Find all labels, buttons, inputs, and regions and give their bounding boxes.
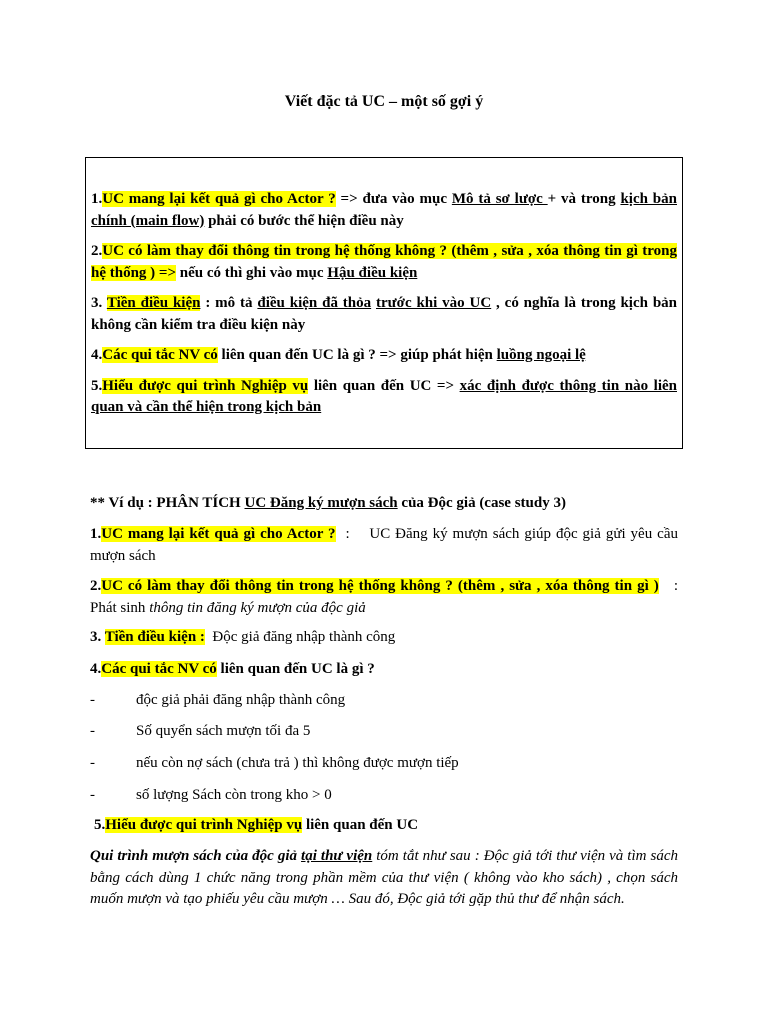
guideline-box bbox=[85, 157, 683, 449]
highlight: Tiền điều kiện bbox=[106, 295, 201, 311]
bullet-dash: - bbox=[90, 723, 95, 739]
example-heading: ** Ví dụ : PHÂN TÍCH UC Đăng ký mượn sách của Độc giả (case study 3) bbox=[90, 495, 566, 511]
example-item-3: 3. Tiền điều kiện : Độc giả đăng nhập thành công bbox=[90, 629, 396, 645]
page-title: Viết đặc tả UC – một số gợi ý bbox=[284, 93, 484, 110]
rule-item: độc giả phải đăng nhập thành công bbox=[136, 692, 346, 708]
bullet-dash: - bbox=[90, 755, 95, 771]
process-description: Qui trình mượn sách của độc giả tại thư viện tóm tắt như sau : Độc giả tới thư viện và tìm sách bằng cách dùng 1 chức năng trong phần mềm của thư viện ( không vào kho sách) , chọn sách muốn mượn và tạo phiếu yêu cầu mượn … Sau đó, Độc giả tới gặp thủ thư để nhận sách. bbox=[90, 848, 678, 907]
guideline-5: 5.Hiểu được qui trình Nghiệp vụ liên quan đến UC => xác định được thông tin nào liên quan và cần thể hiện trong kịch bản bbox=[91, 377, 677, 415]
highlight: UC mang lại kết quả gì cho Actor ? bbox=[102, 191, 336, 207]
guideline-4: 4.Các qui tắc NV có liên quan đến UC là gì ? => giúp phát hiện luồng ngoại lệ bbox=[91, 347, 586, 363]
highlight: Tiền điều kiện : bbox=[104, 629, 205, 645]
example-item-4: 4.Các qui tắc NV có liên quan đến UC là gì ? bbox=[90, 661, 375, 677]
bullet-dash: - bbox=[90, 692, 95, 708]
highlight: UC có làm thay đổi thông tin trong hệ thống không ? (thêm , sửa , xóa thông tin gì trong hệ thống ) => bbox=[91, 243, 677, 281]
highlight: Hiểu được qui trình Nghiệp vụ bbox=[105, 817, 303, 833]
example-item-1: 1.UC mang lại kết quả gì cho Actor ? : UC Đăng ký mượn sách giúp độc giả gửi yêu cầu mượn sách bbox=[90, 526, 682, 564]
example-item-2: 2.UC có làm thay đổi thông tin trong hệ thống không ? (thêm , sửa , xóa thông tin gì ) : Phát sinh thông tin đăng ký mượn của độc giả bbox=[90, 578, 682, 616]
rule-item: số lượng Sách còn trong kho > 0 bbox=[136, 787, 332, 803]
example-item-5: 5.Hiểu được qui trình Nghiệp vụ liên quan đến UC bbox=[94, 817, 419, 833]
bullet-dash: - bbox=[90, 787, 95, 803]
highlight: UC có làm thay đổi thông tin trong hệ thống không ? (thêm , sửa , xóa thông tin gì ) bbox=[101, 578, 659, 594]
highlight: Các qui tắc NV có bbox=[101, 661, 217, 677]
guideline-1: 1.UC mang lại kết quả gì cho Actor ? => đưa vào mục Mô tả sơ lược + và trong kịch bản chính (main flow) phải có bước thể hiện điều này bbox=[91, 191, 677, 229]
highlight: Hiểu được qui trình Nghiệp vụ bbox=[102, 377, 309, 394]
guideline-2: 2.UC có làm thay đổi thông tin trong hệ thống không ? (thêm , sửa , xóa thông tin gì trong hệ thống ) => nếu có thì ghi vào mục Hậu điều kiện bbox=[91, 243, 677, 281]
rule-item: Số quyển sách mượn tối đa 5 bbox=[136, 723, 311, 739]
highlight: UC mang lại kết quả gì cho Actor ? bbox=[101, 526, 336, 542]
highlight: Các qui tắc NV có bbox=[102, 347, 218, 363]
rule-item: nếu còn nợ sách (chưa trả ) thì không được mượn tiếp bbox=[136, 755, 459, 771]
guideline-3: 3. Tiền điều kiện : mô tả điều kiện đã thỏa trước khi vào UC , có nghĩa là trong kịch bản không cần kiểm tra điều kiện này bbox=[91, 295, 678, 333]
